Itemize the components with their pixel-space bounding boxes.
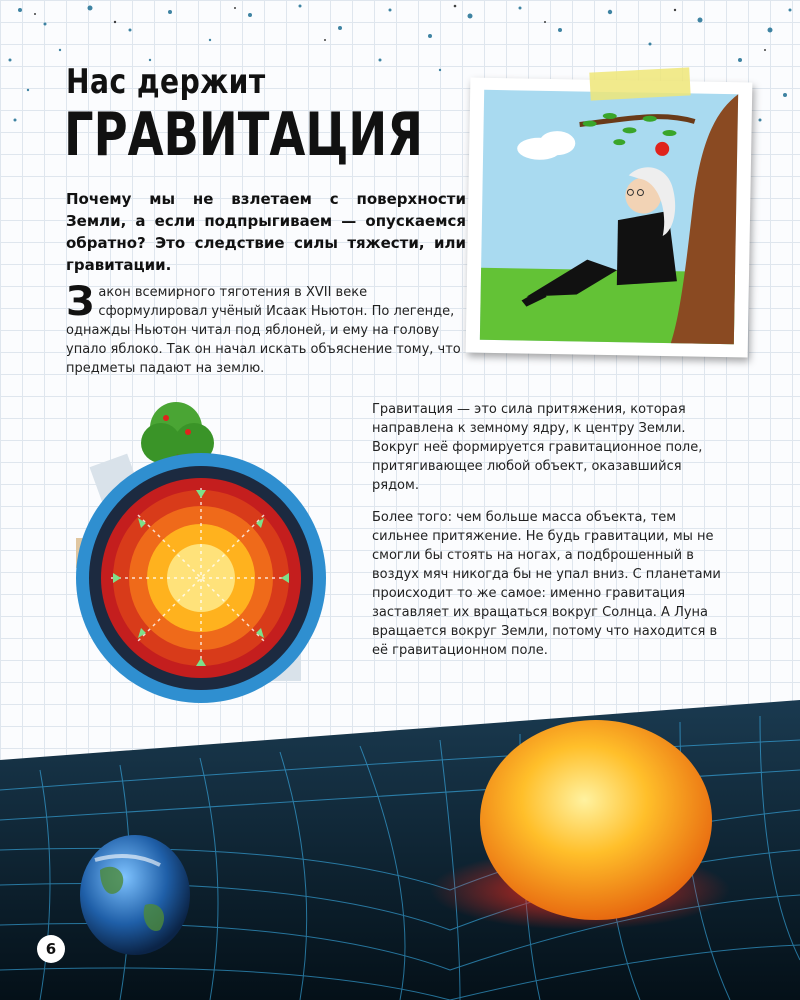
title-small: Нас держит [66, 62, 266, 102]
page-title: ГРАВИТАЦИЯ [64, 100, 424, 170]
intro-paragraph-text: акон всемирного тяготения в XVII веке сформулировал учёный Исаак Ньютон. По легенде, однажды Ньютон читал под яблоней, и ему на голову упало яблоко. Так он начал искать объяснение тому, что предметы падают на землю. [66, 285, 461, 376]
drop-cap: З [66, 279, 95, 325]
gravity-definition-paragraph: Гравитация — это сила притяжения, которая направлена к земному ядру, к центру Земли. Вокруг неё формируется гравитационное поле, притягивающее любой объект, оказавшийся рядом. [372, 402, 703, 493]
tape-decoration [589, 67, 690, 100]
newton-illustration [466, 78, 753, 358]
gravity-mass-paragraph: Более того: чем больше масса объекта, тем сильнее притяжение. Не будь гравитации, мы не смогли бы стоять на ногах, а подброшенный в воздух мяч никогда бы не упал вниз. С планетами происходит то же самое: именно гравитация заставляет их вращаться вокруг Солнца. А Луна вращается вокруг Земли, потому что находится в её гравитационном поле. [372, 510, 721, 658]
page-number: 6 [37, 935, 65, 963]
lead-paragraph: Почему мы не взлетаем с поверхности Земли, а если подпрыгиваем — опускаемся обратно? Это следствие силы тяжести, или гравитации. [66, 190, 466, 274]
intro-paragraph [66, 279, 466, 378]
newton-under-tree-icon [466, 78, 753, 358]
earth-core-illustration [66, 398, 336, 708]
spacetime-grid-illustration [0, 700, 800, 1000]
